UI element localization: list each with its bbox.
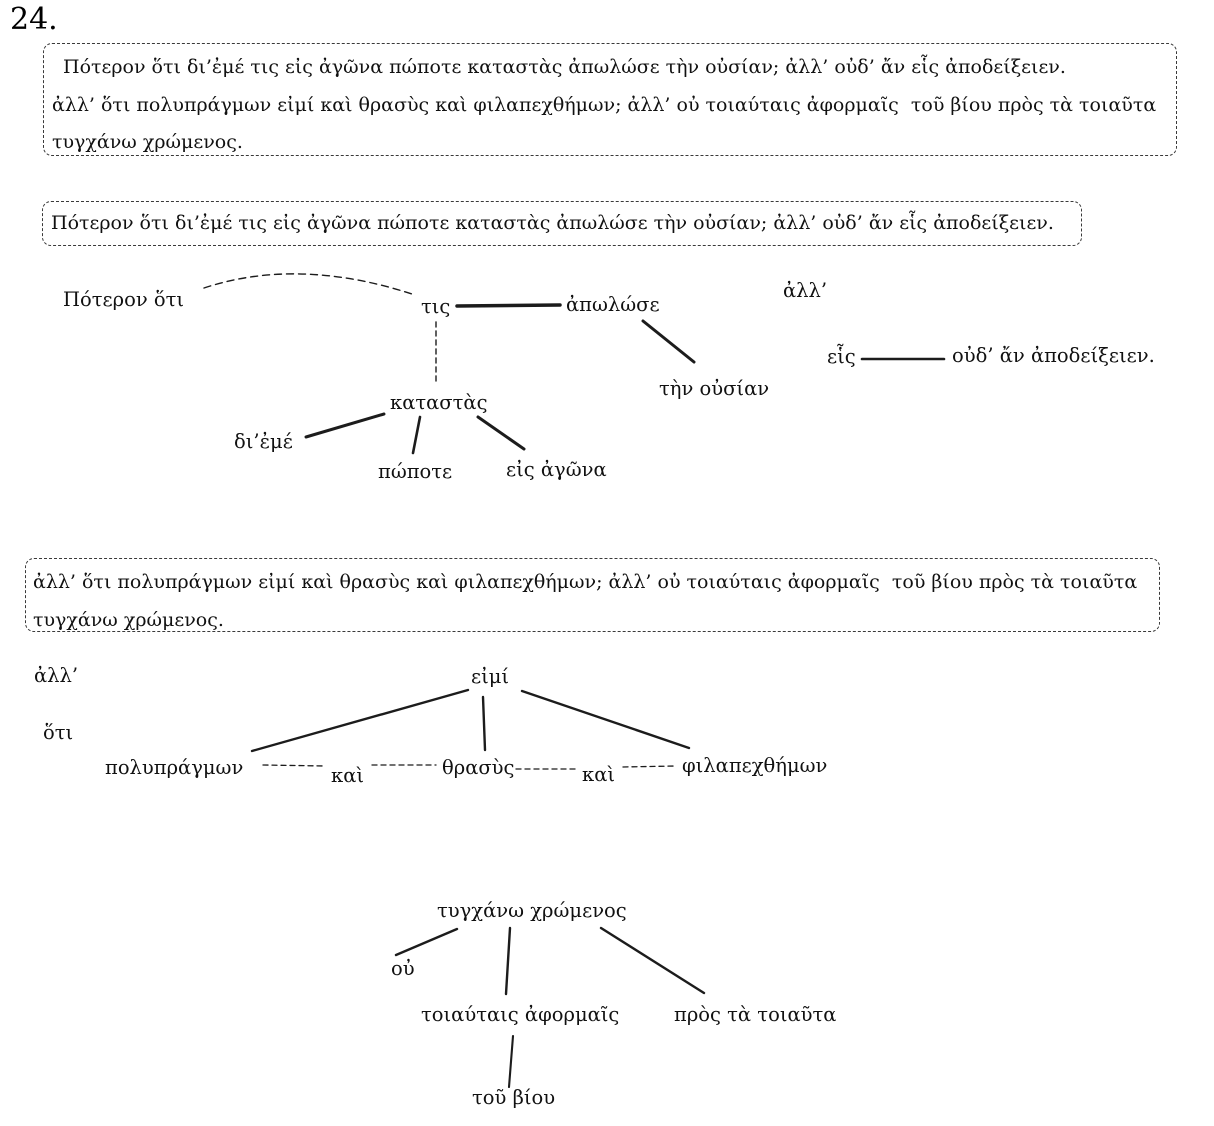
- edge-eimi-thrasys: [483, 697, 485, 750]
- edge-toiautais-tou-biou: [509, 1036, 513, 1087]
- tree2-node-hoti: ὅτι: [43, 721, 74, 744]
- tree1-node-oud-an-apodeixeien: οὐδ’ ἄν ἀποδείξειεν.: [952, 344, 1155, 367]
- tree1-node-katastas: καταστὰς: [390, 391, 488, 414]
- edge-katastas-di-eme: [306, 414, 384, 437]
- tree1-node-popote: πώποτε: [378, 460, 453, 483]
- tree2-node-polypragmon: πολυπράγμων: [105, 756, 244, 779]
- tree2-node-eimi: εἰμί: [471, 665, 510, 688]
- tree2-node-kai1: καὶ: [331, 764, 365, 787]
- full-quote-line-3: τυγχάνω χρώμενος.: [52, 131, 243, 153]
- sentence2-box: [25, 558, 1160, 632]
- edge-polypragmon-kai1: [263, 765, 325, 766]
- edge-katastas-popote: [413, 417, 420, 453]
- edge-kai2-philapechthemon: [623, 766, 676, 767]
- tree1-node-poteron-hoti: Πότερον ὅτι: [63, 288, 185, 311]
- tree2-node-philapechthemon: φιλαπεχθήμων: [682, 754, 828, 777]
- tree2-node-all: ἀλλ’: [34, 664, 79, 687]
- tree1-node-eis-agona: εἰς ἀγῶνα: [506, 458, 607, 481]
- tree2-node-kai2: καὶ: [582, 763, 616, 786]
- sentence1-line: Πότερον ὅτι δι’ἐμέ τις εἰς ἀγῶνα πώποτε καταστὰς ἀπωλώσε τὴν οὐσίαν; ἀλλ’ οὐδ’ ἄν εἷς ἀποδείξειεν.: [51, 212, 1054, 234]
- edge-tynchano-ou: [396, 929, 457, 955]
- edge-tynchano-pros: [601, 928, 704, 993]
- edge-poteron-hoti-tis: [204, 274, 412, 294]
- tree1-node-tis: τις: [421, 295, 451, 318]
- tree3-node-toiautais-aphormais: τοιαύταις ἀφορμαῖς: [421, 1003, 620, 1026]
- sentence1-box: [42, 201, 1082, 246]
- edge-tynchano-toiautais: [506, 928, 510, 994]
- tree3-node-pros-ta-toiauta: πρὸς τὰ τοιαῦτα: [674, 1003, 837, 1026]
- tree3-node-ou: οὐ: [391, 957, 415, 980]
- item-number: 24.: [10, 2, 58, 37]
- sentence2-line-1: ἀλλ’ ὅτι πολυπράγμων εἰμί καὶ θρασὺς καὶ φιλαπεχθήμων; ἀλλ’ οὐ τοιαύταις ἀφορμαῖς τοῦ βίου πρὸς τὰ τοιαῦτα: [33, 571, 1138, 593]
- tree2-node-thrasys: θρασὺς: [442, 756, 515, 779]
- edge-tis-apolose: [457, 305, 560, 306]
- tree3-node-tou-biou: τοῦ βίου: [472, 1086, 556, 1109]
- edge-katastas-eis-agona: [478, 417, 524, 449]
- sentence2-line-2: τυγχάνω χρώμενος.: [33, 609, 224, 631]
- full-quote-box: [43, 43, 1177, 156]
- edge-apolose-ten-ousian: [643, 321, 694, 362]
- full-quote-line-1: Πότερον ὅτι δι’ἐμέ τις εἰς ἀγῶνα πώποτε καταστὰς ἀπωλώσε τὴν οὐσίαν; ἀλλ’ οὐδ’ ἄν εἷς ἀποδείξειεν.: [63, 56, 1066, 78]
- tree1-node-di-eme: δι’ἐμέ: [234, 430, 293, 453]
- tree1-node-heis: εἷς: [827, 345, 856, 368]
- tree1-node-apolose: ἀπωλώσε: [566, 293, 660, 316]
- tree1-node-ten-ousian: τὴν οὐσίαν: [659, 377, 770, 400]
- full-quote-line-2: ἀλλ’ ὅτι πολυπράγμων εἰμί καὶ θρασὺς καὶ φιλαπεχθήμων; ἀλλ’ οὐ τοιαύταις ἀφορμαῖς τοῦ βίου πρὸς τὰ τοιαῦτα: [52, 93, 1157, 116]
- tree1-node-all: ἀλλ’: [783, 279, 828, 302]
- edge-eimi-polypragmon: [252, 690, 468, 751]
- edge-eimi-philapechthemon: [522, 691, 689, 748]
- tree3-node-tynchano-chromenos: τυγχάνω χρώμενος: [437, 899, 627, 922]
